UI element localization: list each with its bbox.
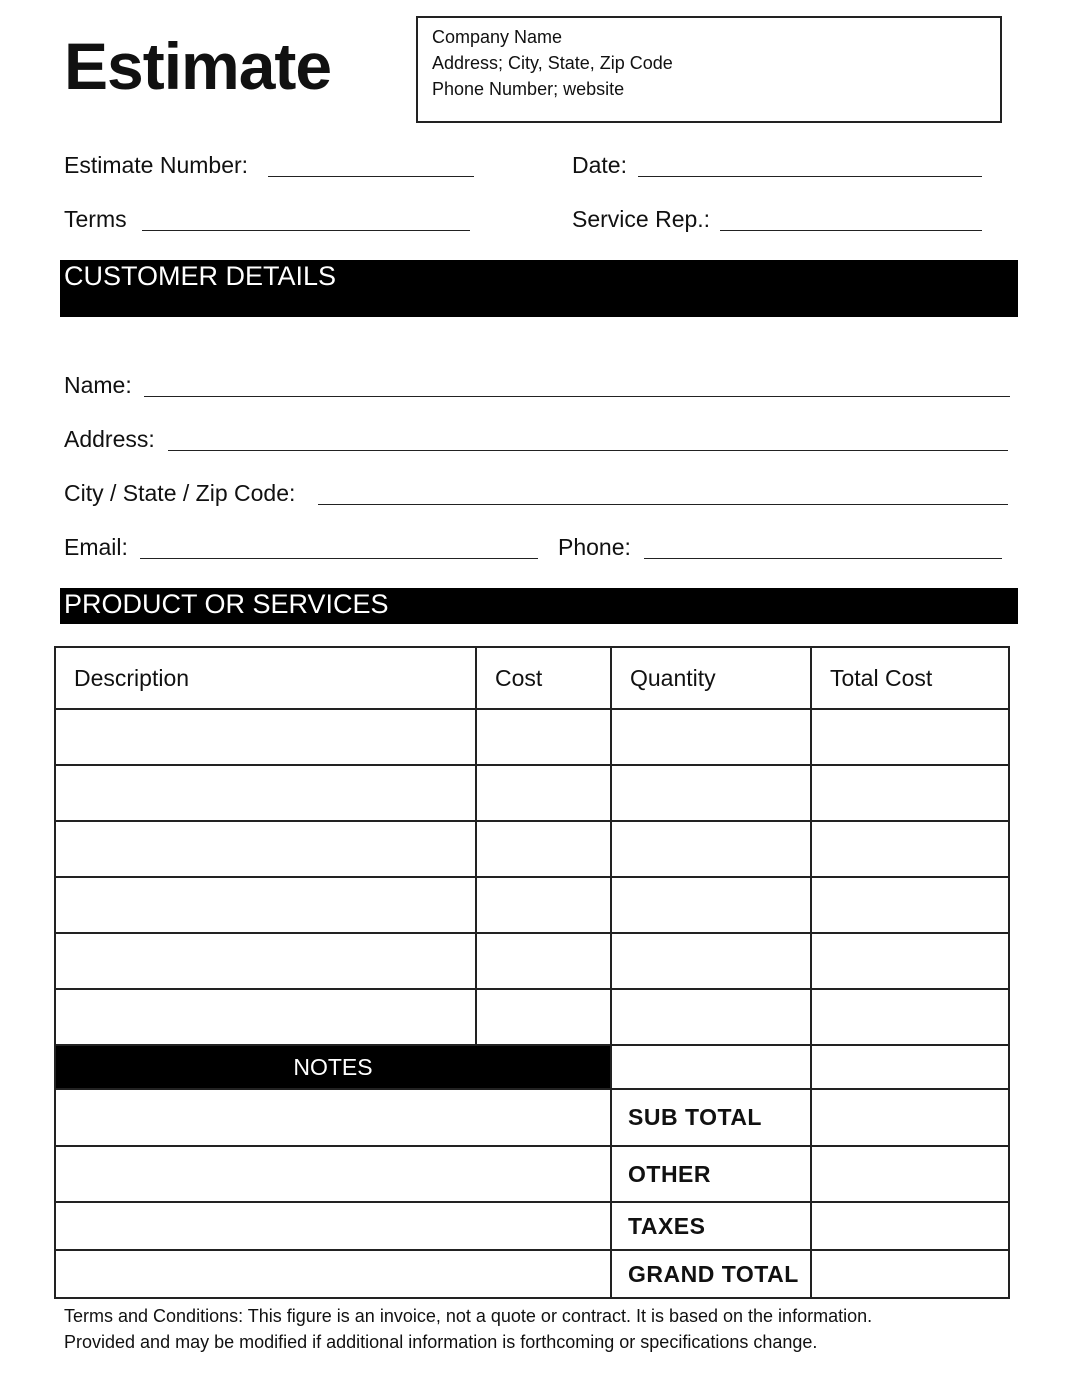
description-cell[interactable] (55, 765, 476, 821)
quantity-cell[interactable] (611, 989, 811, 1045)
estimate-number-field[interactable] (268, 176, 474, 177)
service-rep-field[interactable] (720, 230, 982, 231)
customer-address-label: Address: (64, 426, 155, 452)
customer-phone-field[interactable] (644, 558, 1002, 559)
cost-cell[interactable] (476, 821, 611, 877)
table-row (55, 709, 1009, 765)
summary-row (55, 1202, 1009, 1250)
customer-name-label: Name: (64, 372, 132, 398)
service-rep-label: Service Rep.: (572, 206, 711, 232)
table-header-row (55, 647, 1009, 709)
quantity-cell[interactable] (611, 709, 811, 765)
description-cell[interactable] (55, 709, 476, 765)
notes-label: NOTES (55, 1045, 611, 1089)
table-row (55, 821, 1009, 877)
total-cost-cell[interactable] (811, 877, 1009, 933)
table-row (55, 933, 1009, 989)
quantity-cell[interactable] (611, 877, 811, 933)
date-label: Date: (572, 152, 627, 178)
notes-line[interactable] (55, 1250, 611, 1298)
company-address: Address; City, State, Zip Code (432, 53, 673, 73)
summary-row (55, 1250, 1009, 1298)
description-cell[interactable] (55, 821, 476, 877)
estimate-number-label: Estimate Number: (64, 152, 249, 178)
cost-cell[interactable] (476, 933, 611, 989)
subtotal-value[interactable] (811, 1089, 1009, 1146)
taxes-label: TAXES (611, 1202, 811, 1250)
terms-line-2: Provided and may be modified if additional information is forthcoming or specifications change. (64, 1332, 818, 1352)
cost-cell[interactable] (476, 877, 611, 933)
terms-label: Terms (64, 206, 127, 232)
description-cell[interactable] (55, 989, 476, 1045)
grand-total-label: GRAND TOTAL (611, 1250, 811, 1298)
company-contact: Phone Number; website (432, 79, 625, 99)
total-cost-cell[interactable] (811, 821, 1009, 877)
total-cost-cell[interactable] (811, 765, 1009, 821)
quantity-cell[interactable] (611, 765, 811, 821)
customer-details-header: CUSTOMER DETAILS (60, 260, 1018, 317)
other-label: OTHER (611, 1146, 811, 1202)
column-header-quantity: Quantity (611, 647, 811, 709)
customer-phone-label: Phone: (558, 534, 631, 560)
customer-city-label: City / State / Zip Code: (64, 480, 296, 506)
company-name: Company Name (432, 27, 563, 47)
notes-line[interactable] (55, 1202, 611, 1250)
items-table (54, 646, 1010, 1299)
summary-row (55, 1089, 1009, 1146)
total-cost-cell[interactable] (811, 989, 1009, 1045)
notes-line[interactable] (55, 1089, 611, 1146)
table-row (55, 989, 1009, 1045)
column-header-cost: Cost (476, 647, 611, 709)
terms-field[interactable] (142, 230, 470, 231)
summary-row (55, 1146, 1009, 1202)
other-value[interactable] (811, 1146, 1009, 1202)
notes-header-row (55, 1045, 1009, 1089)
taxes-value[interactable] (811, 1202, 1009, 1250)
company-info-box (416, 16, 1002, 123)
table-row (55, 877, 1009, 933)
terms-line-1: Terms and Conditions: This figure is an invoice, not a quote or contract. It is based on the information. (64, 1306, 873, 1326)
customer-email-label: Email: (64, 534, 128, 560)
customer-name-field[interactable] (144, 396, 1010, 397)
quantity-cell[interactable] (611, 1045, 811, 1089)
notes-line[interactable] (55, 1146, 611, 1202)
total-cost-cell[interactable] (811, 1045, 1009, 1089)
quantity-cell[interactable] (611, 821, 811, 877)
terms-and-conditions (64, 1303, 872, 1355)
column-header-description: Description (55, 647, 476, 709)
description-cell[interactable] (55, 877, 476, 933)
products-header: PRODUCT OR SERVICES (60, 588, 1018, 624)
cost-cell[interactable] (476, 989, 611, 1045)
description-cell[interactable] (55, 933, 476, 989)
table-row (55, 765, 1009, 821)
customer-email-field[interactable] (140, 558, 538, 559)
grand-total-value[interactable] (811, 1250, 1009, 1298)
customer-city-field[interactable] (318, 504, 1008, 505)
total-cost-cell[interactable] (811, 709, 1009, 765)
cost-cell[interactable] (476, 709, 611, 765)
customer-address-field[interactable] (168, 450, 1008, 451)
document-title: Estimate (64, 29, 332, 103)
column-header-total-cost: Total Cost (811, 647, 1009, 709)
cost-cell[interactable] (476, 765, 611, 821)
quantity-cell[interactable] (611, 933, 811, 989)
subtotal-label: SUB TOTAL (611, 1089, 811, 1146)
date-field[interactable] (638, 176, 982, 177)
total-cost-cell[interactable] (811, 933, 1009, 989)
